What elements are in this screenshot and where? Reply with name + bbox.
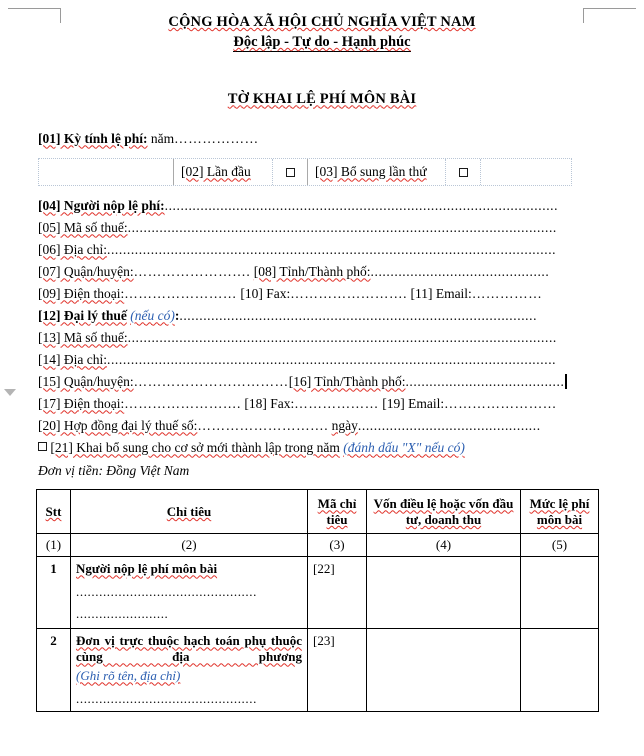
field-06-leader[interactable]: .................................................................................................................	[106, 242, 557, 258]
page-title	[0, 91, 644, 108]
column-header-indicator: Chỉ tiêu	[71, 490, 308, 534]
field-21-label: [21] Khai bổ sung cho cơ sở mới thành lập trong năm	[50, 440, 340, 456]
field-row-09-10-11	[38, 283, 608, 305]
field-04-leader[interactable]: ...................................................................................................	[164, 198, 559, 214]
field-14-leader[interactable]: .................................................................................................................	[106, 352, 557, 368]
form-fields-top	[0, 128, 644, 150]
field-row-20	[38, 415, 608, 437]
field-03-label: [03] Bổ sung lần thứ	[315, 164, 427, 180]
field-11-label: [11] Email:	[410, 286, 472, 302]
column-number-2: (2)	[71, 534, 308, 557]
field-row-17-18-19	[38, 393, 608, 415]
table-row	[37, 557, 599, 629]
row-2-fee[interactable]	[521, 629, 599, 712]
column-header-stt: Stt	[37, 490, 71, 534]
checkbox-new-establishment-icon[interactable]	[38, 442, 47, 451]
field-12-colon: :	[174, 308, 180, 324]
field-02-checkbox-cell[interactable]	[273, 159, 308, 185]
field-16-label: [16] Tỉnh/Thành phố:	[288, 374, 406, 390]
column-number-4: (4)	[367, 534, 521, 557]
field-19-label: [19] Email:	[382, 396, 445, 412]
field-18-leader[interactable]: ………………	[294, 396, 379, 412]
row-1-fill-line-2[interactable]: ........................	[76, 606, 169, 622]
field-05-label: [05] Mã số thuế:	[38, 220, 128, 236]
field-20-leader[interactable]: ……………………….	[197, 418, 329, 434]
checkbox-first-time-icon[interactable]	[286, 168, 295, 177]
field-01-value[interactable]: năm	[150, 131, 175, 147]
column-number-5: (5)	[521, 534, 599, 557]
field-20-date-leader[interactable]: ..............................................	[357, 418, 541, 434]
field-17-label: [17] Điện thoại:	[38, 396, 125, 412]
row-2-indicator-text: Đơn vị trực thuộc hạch toán phụ thuộc cùng địa phương	[76, 633, 302, 665]
field-01-label: [01] Kỳ tính lệ phí:	[38, 131, 148, 147]
national-heading-line2-text: Độc lập - Tự do - Hạnh phúc	[233, 34, 411, 51]
row-1-indicator-cell	[71, 557, 308, 629]
declaration-type-table	[38, 158, 572, 186]
field-row-15-16	[38, 371, 608, 393]
column-header-code: Mã chỉ tiêu	[308, 490, 367, 534]
field-03-cell	[308, 159, 446, 185]
field-07-leader[interactable]: …………………….	[133, 264, 251, 280]
row-2-indicator-cell	[71, 629, 308, 712]
column-header-fee: Mức lệ phí môn bài	[521, 490, 599, 534]
page-title-text: TỜ KHAI LỆ PHÍ MÔN BÀI	[227, 91, 417, 108]
row-2-stt: 2	[37, 629, 71, 712]
row-1-fill-line-1[interactable]: ...............................................	[76, 584, 257, 600]
field-16-leader[interactable]: ........................................	[405, 374, 565, 390]
field-row-07-08	[38, 261, 608, 283]
field-08-leader[interactable]: .............................................	[370, 264, 550, 280]
field-06-label: [06] Địa chỉ:	[38, 242, 107, 258]
field-19-leader[interactable]: ……………………	[444, 396, 557, 412]
row-1-indicator-text: Người nộp lệ phí môn bài	[76, 561, 218, 577]
declaration-type-blank-cell	[39, 159, 174, 185]
field-row-04	[38, 195, 608, 217]
column-number-3: (3)	[308, 534, 367, 557]
row-1-code: [22]	[308, 557, 367, 629]
table-column-number-row	[37, 534, 599, 557]
checkbox-supplement-icon[interactable]	[459, 168, 468, 177]
field-14-label: [14] Địa chỉ:	[38, 352, 107, 368]
field-03-checkbox-cell[interactable]	[446, 159, 481, 185]
field-12-note: (nếu có)	[130, 308, 175, 324]
row-2-capital[interactable]	[367, 629, 521, 712]
row-1-capital[interactable]	[367, 557, 521, 629]
field-20-date-label: ngày	[331, 418, 358, 434]
field-row-01	[38, 128, 608, 150]
field-02-label: [02] Lần đầu	[181, 164, 251, 180]
field-09-label: [09] Điện thoại:	[38, 286, 125, 302]
field-12-leader[interactable]: ..........................................................................................	[179, 308, 538, 324]
field-21-note: (đánh dấu "X" nếu có)	[343, 440, 465, 456]
field-15-label: [15] Quận/huyện:	[38, 374, 134, 390]
field-10-leader[interactable]: …………………….	[290, 286, 408, 302]
text-cursor	[565, 374, 567, 389]
row-1-fee[interactable]	[521, 557, 599, 629]
taxpayer-fields	[0, 195, 644, 459]
field-row-06	[38, 239, 608, 261]
field-row-13	[38, 327, 608, 349]
field-13-leader[interactable]: ............................................................................................................	[127, 330, 557, 346]
field-17-leader[interactable]: …………………….	[124, 396, 242, 412]
field-row-05	[38, 217, 608, 239]
field-08-label: [08] Tỉnh/Thành phố:	[253, 264, 371, 280]
field-15-leader[interactable]: ……………………………	[133, 374, 289, 390]
row-2-note: (Ghi rõ tên, địa chỉ)	[76, 668, 181, 684]
field-05-leader[interactable]: ............................................................................................................	[127, 220, 557, 236]
field-row-21	[38, 437, 608, 459]
column-header-capital: Vốn điều lệ hoặc vốn đầu tư, doanh thu	[367, 490, 521, 534]
national-heading-line2	[0, 33, 644, 51]
table-row	[37, 629, 599, 712]
currency-unit-label	[0, 463, 644, 479]
field-row-14	[38, 349, 608, 371]
row-2-code: [23]	[308, 629, 367, 712]
field-07-label: [07] Quận/huyện:	[38, 264, 134, 280]
row-2-fill-line-1[interactable]: ...............................................	[76, 691, 257, 707]
field-20-label: [20] Hợp đồng đại lý thuế số:	[38, 418, 198, 434]
table-header-row	[37, 490, 599, 534]
field-18-label: [18] Fax:	[244, 396, 295, 412]
field-04-label: [04] Người nộp lệ phí:	[38, 198, 165, 214]
field-11-leader[interactable]: ……………	[471, 286, 543, 302]
column-number-1: (1)	[37, 534, 71, 557]
row-1-stt: 1	[37, 557, 71, 629]
field-12-label: [12] Đại lý thuế	[38, 308, 127, 324]
national-heading-line1	[0, 13, 644, 31]
field-10-label: [10] Fax:	[240, 286, 291, 302]
field-01-leader: ………………	[174, 131, 259, 147]
fee-declaration-table	[36, 489, 599, 712]
field-02-cell	[174, 159, 273, 185]
field-row-12	[38, 305, 608, 327]
declaration-type-tail-cell	[481, 159, 571, 185]
field-13-label: [13] Mã số thuế:	[38, 330, 128, 346]
currency-unit-text: Đơn vị tiền: Đồng Việt Nam	[38, 463, 190, 479]
field-09-leader[interactable]: ……………………	[124, 286, 238, 302]
national-heading-line1-text: CỘNG HÒA XÃ HỘI CHỦ NGHĨA VIỆT NAM	[168, 14, 476, 30]
